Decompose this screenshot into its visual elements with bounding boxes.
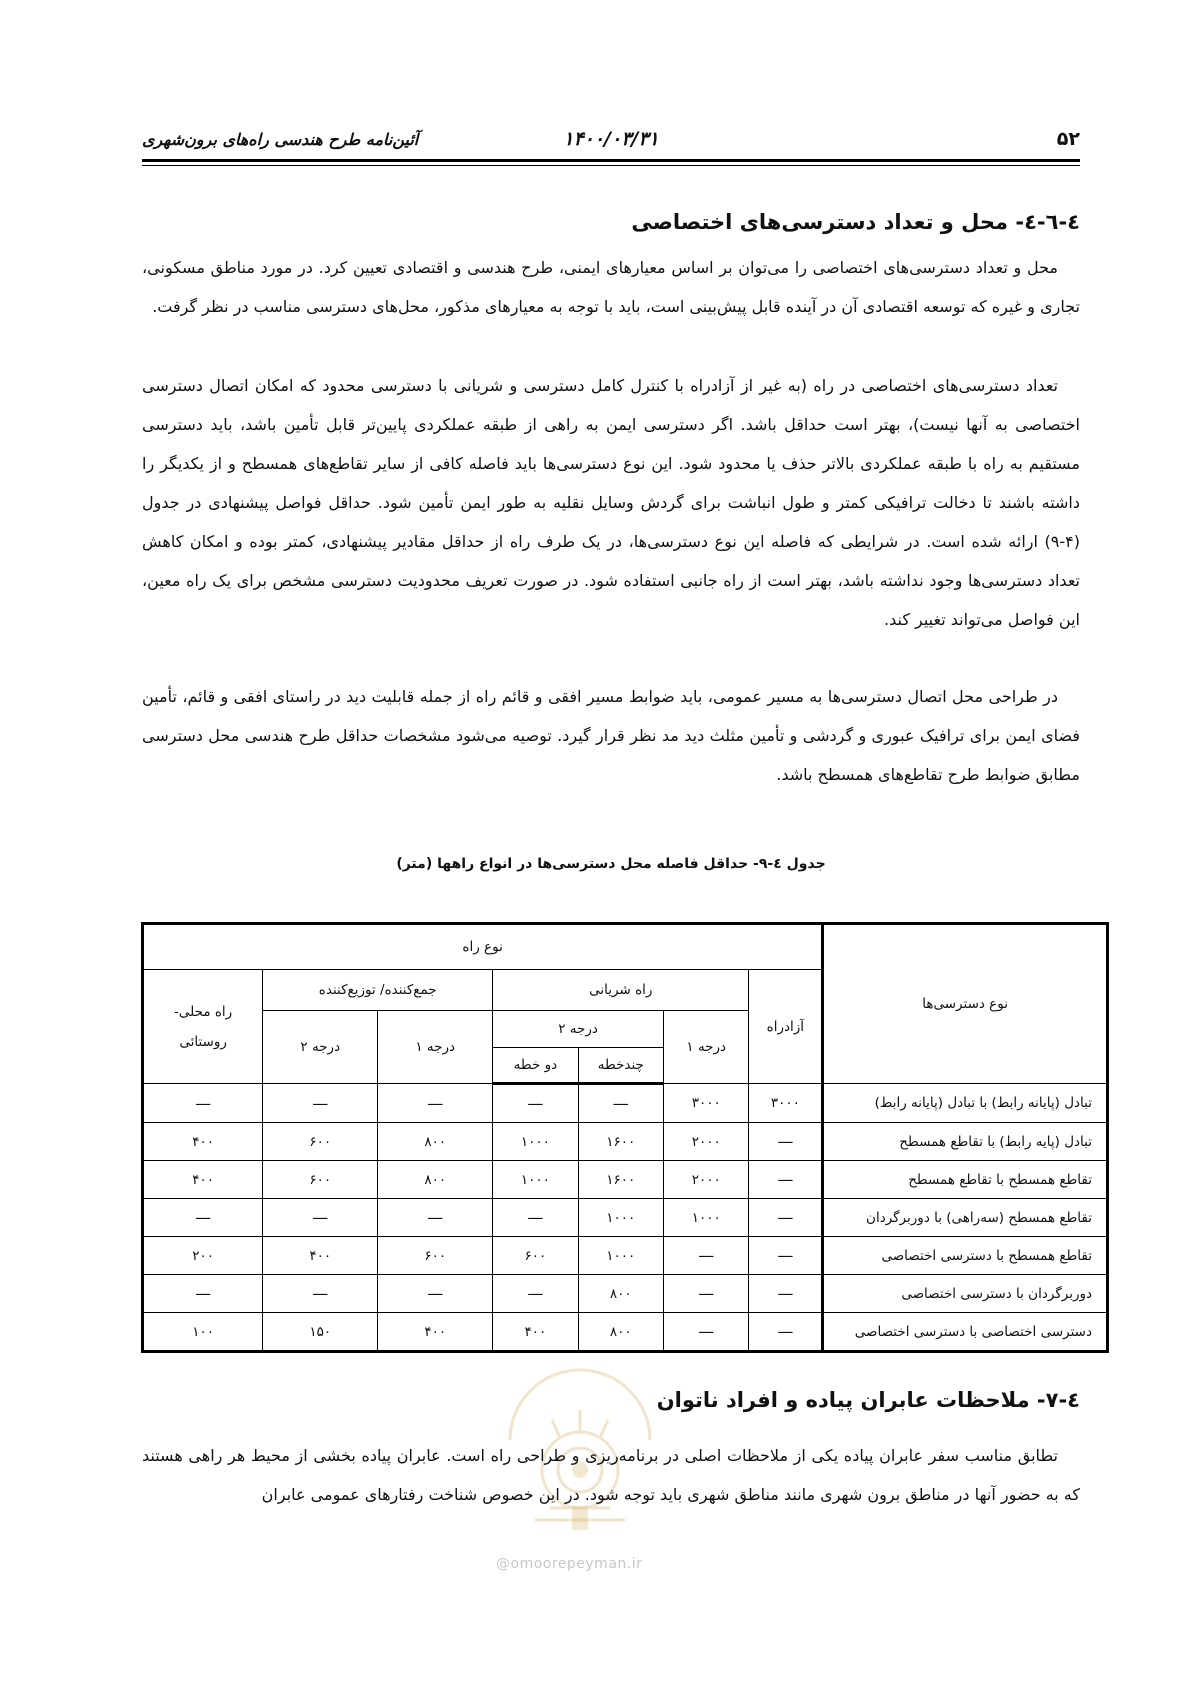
table-cell: ۸۰۰	[578, 1313, 663, 1352]
table-row	[143, 1123, 1108, 1161]
table-cell: —	[378, 1084, 493, 1123]
row-label: تقاطع همسطح با دسترسی اختصاصی	[823, 1237, 1108, 1275]
row-label: دوربرگردان با دسترسی اختصاصی	[823, 1275, 1108, 1313]
paragraph: تطابق مناسب سفر عابران پیاده یکی از ملاحظات اصلی در برنامه‌ریزی و طراحی راه است. عابران پیاده بخشی از محیط هر راهی هستند که به حضور آنها در مناطق برون شهری مانند مناطق شهری باید توجه شود. در این خصوص شناخت رفتارهای عمومی عابران	[142, 1446, 1080, 1504]
table-cell: —	[749, 1161, 823, 1199]
table-cell: —	[493, 1084, 578, 1123]
table-row	[143, 1237, 1108, 1275]
table-cell: ۸۰۰	[378, 1123, 493, 1161]
table-cell: ۳۰۰۰	[749, 1084, 823, 1123]
table-cell: ۴۰۰	[378, 1313, 493, 1352]
table-cell: ۲۰۰۰	[664, 1161, 749, 1199]
row-label: تبادل (پایانه رابط) با تبادل (پایانه رابط)	[823, 1084, 1108, 1123]
table-cell: —	[263, 1199, 378, 1237]
table-cell: —	[664, 1237, 749, 1275]
paragraph: محل و تعداد دسترسی‌های اختصاصی را می‌توان بر اساس معیارهای ایمنی، طرح هندسی و اقتصادی تعیین کرد. در مورد مناطق مسکونی، تجاری و غیره که توسعه اقتصادی آن در آینده قابل پیش‌بینی است، باید با توجه به معیارهای مذکور، محل‌های دسترسی مناسب در نظر گرفت.	[142, 258, 1080, 316]
table-row	[143, 1084, 1108, 1123]
watermark-url: @omoorepeyman.ir	[496, 1556, 643, 1572]
table-cell: —	[749, 1313, 823, 1352]
header-two-lane: دو خطه	[493, 1048, 578, 1084]
table-cell: ۱۰۰۰	[578, 1237, 663, 1275]
row-label: دسترسی اختصاصی با دسترسی اختصاصی	[823, 1313, 1108, 1352]
table-cell: ۱۰۰۰	[493, 1123, 578, 1161]
table-cell: —	[378, 1199, 493, 1237]
table-cell: ۸۰۰	[378, 1161, 493, 1199]
table-cell: ۶۰۰	[263, 1161, 378, 1199]
table-cell: ۴۰۰	[263, 1237, 378, 1275]
table-cell: —	[263, 1084, 378, 1123]
table-cell: —	[749, 1237, 823, 1275]
header-date: ۱۴۰۰/۰۳/۳۱	[563, 128, 659, 150]
table-cell: ۱۰۰۰	[578, 1199, 663, 1237]
header-arterial-grade-2: درجه ۲	[493, 1011, 664, 1048]
table-cell: —	[143, 1199, 263, 1237]
table-cell: ۲۰۰	[143, 1237, 263, 1275]
table-cell: ۱۵۰	[263, 1313, 378, 1352]
access-spacing-table	[141, 922, 1109, 1353]
table-cell: ۴۰۰	[143, 1161, 263, 1199]
header-access-type: نوع دسترسی‌ها	[823, 924, 1108, 1084]
table-cell: ۱۰۰	[143, 1313, 263, 1352]
row-label: تبادل (پایه رابط) با تقاطع همسطح	[823, 1123, 1108, 1161]
table-cell: ۶۰۰	[263, 1123, 378, 1161]
table-cell: ۴۰۰	[493, 1313, 578, 1352]
header-local-rural: راه محلی- روستائی	[143, 970, 263, 1084]
paragraph: تعداد دسترسی‌های اختصاصی در راه (به غیر از آزادراه با کنترل کامل دسترسی و شریانی با دسترسی محدود که امکان اتصال دسترسی اختصاصی به آنها نیست)، بهتر است حداقل باشد. اگر دسترسی ایمن به راهی از طبقه عملکردی پایین‌تر قابل تأمین باشد، باید دسترسی مستقیم به راه با طبقه عملکردی بالاتر حذف یا محدود شود. این نوع دسترسی‌ها باید فاصله کافی از سایر تقاطع‌های همسطح و از یکدیگر را داشته باشند تا دخالت ترافیکی کمتر و طول انباشت برای گردش وسایل نقلیه به طور ایمن تأمین شود. حداقل فواصل پیشنهادی در جدول (۴-۹) ارائه شده است. در شرایطی که فاصله این نوع دسترسی‌ها، در یک طرف راه از حداقل مقادیر پیشنهادی، کمتر بوده و امکان کاهش تعداد دسترسی‌ها وجود نداشته باشد، بهتر است از راه جانبی استفاده شود. در صورت تعریف محدودیت دسترسی مشخص برای یک راه معین، این فواصل می‌تواند تغییر کند.	[142, 376, 1080, 629]
table-cell: —	[143, 1084, 263, 1123]
table-cell: —	[749, 1199, 823, 1237]
header-arterial: راه شریانی	[493, 970, 749, 1011]
section-heading: ٤-٦-٤- محل و تعداد دسترسی‌های اختصاصی	[631, 210, 1080, 234]
table-cell: —	[378, 1275, 493, 1313]
watermark-logo	[480, 1320, 680, 1550]
table-cell: ۱۰۰۰	[664, 1199, 749, 1237]
running-header	[142, 128, 1080, 158]
header-rule-thick	[142, 159, 1080, 162]
table-cell: —	[143, 1275, 263, 1313]
table-row	[143, 1199, 1108, 1237]
header-collector-grade-1: درجه ۱	[378, 1011, 493, 1084]
paragraph: در طراحی محل اتصال دسترسی‌ها به مسیر عمومی، باید ضوابط مسیر افقی و قائم راه از جمله قابلیت دید در راستای افقی و قائم، تأمین فضای ایمن برای ترافیک عبوری و گردشی و تأمین مثلث دید مد نظر قرار گیرد. توصیه می‌شود مشخصات حداقل طرح هندسی محل دسترسی مطابق ضوابط طرح تقاطع‌های همسطح باشد.	[142, 687, 1080, 784]
table-cell: ۴۰۰	[143, 1123, 263, 1161]
table-cell: —	[493, 1275, 578, 1313]
table-cell: —	[664, 1313, 749, 1352]
table-row	[143, 1275, 1108, 1313]
header-title: آئین‌نامه طرح هندسی راه‌های برون‌شهری	[142, 130, 419, 149]
row-label: تقاطع همسطح (سه‌راهی) با دوربرگردان	[823, 1199, 1108, 1237]
table-cell: ۶۰۰	[493, 1237, 578, 1275]
table-cell: ۸۰۰	[578, 1275, 663, 1313]
table-cell: —	[664, 1275, 749, 1313]
table-cell: ۱۶۰۰	[578, 1161, 663, 1199]
table-cell: —	[263, 1275, 378, 1313]
table-cell: —	[749, 1123, 823, 1161]
table-row	[143, 1161, 1108, 1199]
header-freeway: آزادراه	[749, 970, 823, 1084]
page-number: ۵۲	[1056, 128, 1080, 150]
header-road-type: نوع راه	[143, 924, 823, 970]
table-cell: ۶۰۰	[378, 1237, 493, 1275]
header-multilane: چندخطه	[578, 1048, 663, 1084]
header-collector: جمع‌کننده/ توزیع‌کننده	[263, 970, 493, 1011]
section-heading: ٤-٧- ملاحظات عابران پیاده و افراد ناتوان	[656, 1388, 1080, 1412]
table-cell: ۱۶۰۰	[578, 1123, 663, 1161]
table-cell: —	[578, 1084, 663, 1123]
table-cell: ۱۰۰۰	[493, 1161, 578, 1199]
table-cell: ۲۰۰۰	[664, 1123, 749, 1161]
header-collector-grade-2: درجه ۲	[263, 1011, 378, 1084]
table-cell: —	[749, 1275, 823, 1313]
table-cell: ۳۰۰۰	[664, 1084, 749, 1123]
header-rule-thin	[142, 165, 1080, 166]
table-caption: جدول ٤-٩- حداقل فاصله محل دسترسی‌ها در انواع راهها (متر)	[396, 856, 826, 872]
table-cell: —	[493, 1199, 578, 1237]
row-label: تقاطع همسطح با تقاطع همسطح	[823, 1161, 1108, 1199]
header-arterial-grade-1: درجه ۱	[664, 1011, 749, 1084]
